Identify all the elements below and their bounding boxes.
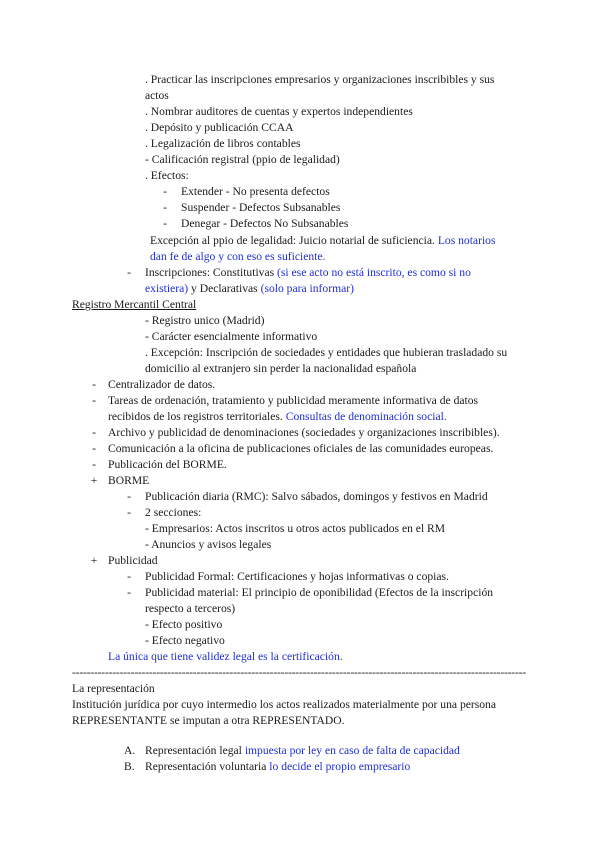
line-excepcion	[150, 233, 528, 249]
function-dash: -	[92, 426, 96, 439]
publicidad-material: Publicidad material: El principio de oponibilidad (Efectos de la inscripción	[145, 586, 494, 599]
declarativas-note: (solo para informar)	[260, 282, 354, 295]
certificacion-note: La única que tiene validez legal es la certificación.	[108, 650, 343, 663]
line-registro-unico: - Registro unico (Madrid)	[145, 314, 265, 327]
publicidad-title: Publicidad	[108, 554, 158, 567]
representacion-title: La representación	[72, 682, 155, 695]
publicidad-dash: -	[127, 586, 131, 599]
excepcion-text: Excepción al ppio de legalidad: Juicio notarial de suficiencia.	[150, 234, 435, 247]
line-practicar: . Practicar las inscripciones empresarios y organizaciones inscribibles y sus	[145, 73, 495, 86]
efecto-positivo: - Efecto positivo	[145, 618, 223, 631]
function-tareas: Tareas de ordenación, tratamiento y publicidad meramente informativa de datos	[108, 394, 479, 407]
line-calificacion: - Calificación registral (ppio de legalidad)	[145, 153, 340, 166]
line-inscripciones-cont	[145, 281, 354, 297]
line-excepcion-inscripcion-cont: domicilio al extranjero sin perder la nacionalidad española	[145, 362, 417, 375]
function-centralizador: Centralizador de datos.	[108, 378, 216, 391]
function-publicacion: Publicación del BORME.	[108, 458, 227, 471]
publicidad-plus: +	[90, 554, 98, 567]
line-legalizacion: . Legalización de libros contables	[145, 137, 301, 150]
borme-empresarios: - Empresarios: Actos inscritos u otros actos publicados en el RM	[145, 522, 446, 535]
function-dash: -	[92, 458, 96, 471]
borme-dash: -	[127, 506, 131, 519]
representacion-voluntaria	[145, 759, 410, 775]
effect-dash: -	[163, 201, 167, 214]
line-practicar-cont: actos	[145, 89, 169, 102]
borme-publicacion-diaria: Publicación diaria (RMC): Salvo sábados, domingos y festivos en Madrid	[145, 490, 488, 503]
inscripciones-note-cont: existiera)	[145, 282, 189, 295]
line-nombrar-auditores: . Nombrar auditores de cuentas y expertos independientes	[145, 105, 413, 118]
item-b-marker: B.	[124, 760, 135, 773]
inscripciones-dash: -	[127, 266, 131, 279]
effect-denegar: Denegar - Defectos No Subsanables	[181, 217, 349, 230]
function-archivo: Archivo y publicidad de denominaciones (sociedades y organizaciones inscribibles).	[108, 426, 500, 439]
representacion-definition-cont: REPRESENTANTE se imputan a otra REPRESENTADO.	[72, 714, 345, 727]
item-a-marker: A.	[124, 744, 136, 757]
line-excepcion-inscripcion: . Excepción: Inscripción de sociedades y entidades que hubieran trasladado su	[145, 346, 508, 359]
representacion-definition: Institución jurídica por cuyo intermedio los actos realizados materialmente por una persona	[72, 698, 496, 711]
function-dash: -	[92, 378, 96, 391]
effect-extender: Extender - No presenta defectos	[181, 185, 330, 198]
representacion-legal-note: impuesta por ley en caso de falta de capacidad	[244, 744, 460, 757]
excepcion-note: Los notarios	[437, 234, 496, 247]
representacion-voluntaria-note: lo decide el propio empresario	[269, 760, 411, 773]
separator-line: ----------------------------------------------------------------------------------------------------------------------------	[72, 666, 526, 679]
representacion-legal	[145, 743, 460, 759]
line-excepcion-note-cont: dan fe de algo y con eso es suficiente.	[150, 250, 326, 263]
function-comunicacion: Comunicación a la oficina de publicaciones oficiales de las comunidades europeas.	[108, 442, 494, 455]
efecto-negativo: - Efecto negativo	[145, 634, 225, 647]
borme-secciones: 2 secciones:	[145, 506, 202, 519]
function-tareas-cont	[108, 409, 447, 425]
effect-suspender: Suspender - Defectos Subsanables	[181, 201, 341, 214]
inscripciones-text: Inscripciones: Constitutivas	[145, 266, 275, 279]
borme-plus: +	[90, 474, 98, 487]
representacion-voluntaria-text: Representación voluntaria	[145, 760, 267, 773]
publicidad-material-cont: respecto a terceros)	[145, 602, 236, 615]
effect-dash: -	[163, 217, 167, 230]
borme-dash: -	[127, 490, 131, 503]
borme-anuncios: - Anuncios y avisos legales	[145, 538, 272, 551]
tareas-note: Consultas de denominación social.	[285, 410, 447, 423]
inscripciones-note: (si ese acto no está inscrito, es como si no	[277, 266, 471, 279]
registro-heading: Registro Mercantil Central	[72, 298, 197, 311]
publicidad-formal: Publicidad Formal: Certificaciones y hojas informativas o copias.	[145, 570, 449, 583]
representacion-legal-text: Representación legal	[145, 744, 242, 757]
publicidad-dash: -	[127, 570, 131, 583]
effect-dash: -	[163, 185, 167, 198]
declarativas-text: y Declarativas	[191, 282, 258, 295]
line-deposito: . Depósito y publicación CCAA	[145, 121, 294, 134]
line-caracter: - Carácter esencialmente informativo	[145, 330, 318, 343]
function-dash: -	[92, 394, 96, 407]
tareas-text: recibidos de los registros territoriales.	[108, 410, 283, 423]
function-dash: -	[92, 442, 96, 455]
line-inscripciones	[145, 265, 528, 281]
line-efectos: . Efectos:	[145, 169, 189, 182]
borme-title: BORME	[108, 474, 150, 487]
